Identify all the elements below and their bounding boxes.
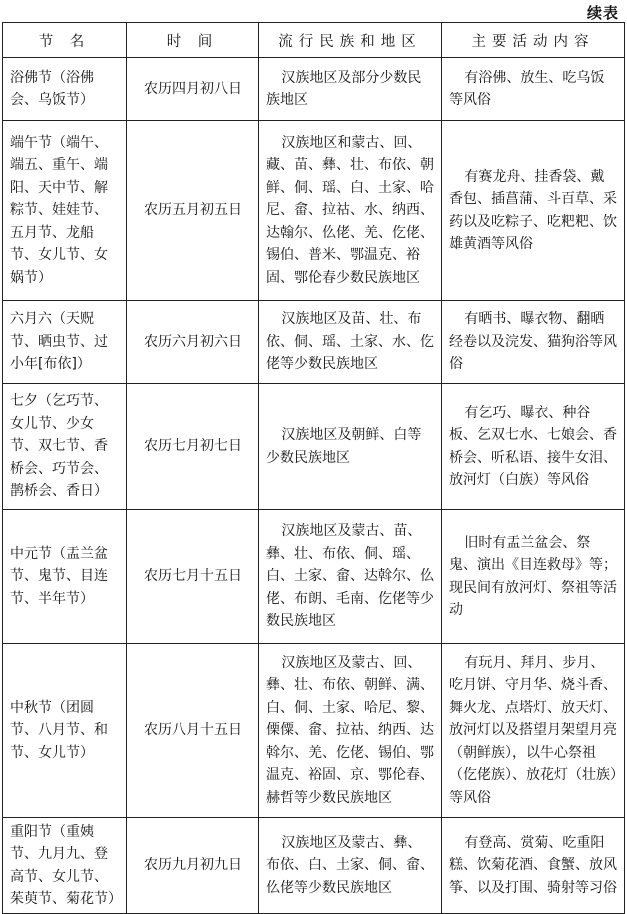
table-row — [3, 644, 625, 818]
festival-name: 中秋节（团圆节、八月节、和节、女儿节） — [3, 644, 127, 818]
table-row — [3, 384, 625, 510]
festival-time: 农历九月初九日 — [127, 818, 259, 914]
festival-time: 农历六月初六日 — [127, 301, 259, 384]
festival-time: 农历八月十五日 — [127, 644, 259, 818]
festival-activities: 有玩月、拜月、步月、吃月饼、守月华、烧斗香、舞火龙、点塔灯、放天灯、放河灯以及搭望月架望月亮（朝鲜族），以牛心祭祖（仡佬族）、放花灯（壮族）等风俗 — [442, 644, 625, 818]
festival-activities: 有乞巧、曝衣、种谷板、乞双七水、七娘会、香桥会、听私语、接牛女泪、放河灯（白族）等风俗 — [442, 384, 625, 510]
table-row — [3, 121, 625, 301]
table-row — [3, 818, 625, 914]
festival-activities: 有赛龙舟、挂香袋、戴香包、插菖蒲、斗百草、采药以及吃粽子、吃粑粑、饮雄黄酒等风俗 — [442, 121, 625, 301]
festival-region: 汉族地区及蒙古、彝、布依、白、土家、侗、畲、仫佬等少数民族地区 — [259, 818, 442, 914]
festival-time: 农历四月初八日 — [127, 58, 259, 121]
festival-region: 汉族地区及苗、壮、布依、侗、瑶、土家、水、仡佬等少数民族地区 — [259, 301, 442, 384]
festival-name: 中元节（盂兰盆节、鬼节、目连节、半年节） — [3, 510, 127, 644]
festival-name: 六月六（天贶节、晒虫节、过小年[布依]） — [3, 301, 127, 384]
festival-activities: 有登高、赏菊、吃重阳糕、饮菊花酒、食蟹、放风筝、以及打围、骑射等习俗 — [442, 818, 625, 914]
festival-region: 汉族地区及蒙古、苗、彝、壮、布依、侗、瑶、白、土家、畲、达斡尔、仫佬、布朗、毛南、仡佬等少数民族地区 — [259, 510, 442, 644]
header-row — [3, 23, 625, 58]
festival-region: 汉族地区和蒙古、回、藏、苗、彝、壮、布依、朝鲜、侗、瑶、白、土家、哈尼、畲、拉祜、水、纳西、达翰尔、仫佬、羌、仡佬、锡伯、普米、鄂温克、裕固、鄂伦春少数民族地区 — [259, 121, 442, 301]
festival-name: 七夕（乞巧节、女儿节、少女节、双七节、香桥会、巧节会、鹊桥会、香日） — [3, 384, 127, 510]
festival-time: 农历七月十五日 — [127, 510, 259, 644]
festival-activities: 旧时有盂兰盆会、祭鬼、演出《目连救母》等；现民间有放河灯、祭祖等活动 — [442, 510, 625, 644]
festival-name: 浴佛节（浴佛会、乌饭节） — [3, 58, 127, 121]
table-row — [3, 510, 625, 644]
festival-time: 农历五月初五日 — [127, 121, 259, 301]
festival-name: 端午节（端午、端五、重午、端阳、天中节、解粽节、娃娃节、五月节、龙船节、女儿节、女娲节） — [3, 121, 127, 301]
festival-activities: 有浴佛、放生、吃乌饭等风俗 — [442, 58, 625, 121]
festival-region: 汉族地区及部分少数民族地区 — [259, 58, 442, 121]
festival-activities: 有晒书、曝衣物、翻晒经卷以及浣发、猫狗浴等风俗 — [442, 301, 625, 384]
festival-name: 重阳节（重姨节、九月九、登高节、女儿节、茱萸节、菊花节） — [3, 818, 127, 914]
table-row — [3, 58, 625, 121]
header-activities: 主要活动内容 — [442, 23, 625, 58]
table-row — [3, 301, 625, 384]
continued-label: 续表 — [586, 4, 619, 22]
festival-time: 农历七月初七日 — [127, 384, 259, 510]
festival-region: 汉族地区及蒙古、回、彝、壮、布依、朝鲜、满、白、侗、土家、哈尼、黎、傈僳、畲、拉祜、纳西、达斡尔、羌、仡佬、锡伯、鄂温克、裕固、京、鄂伦春、赫哲等少数民族地区 — [259, 644, 442, 818]
header-name: 节 名 — [3, 23, 127, 58]
festival-region: 汉族地区及朝鲜、白等少数民族地区 — [259, 384, 442, 510]
festival-table — [2, 22, 625, 914]
header-time: 时 间 — [127, 23, 259, 58]
header-region: 流行民族和地区 — [259, 23, 442, 58]
